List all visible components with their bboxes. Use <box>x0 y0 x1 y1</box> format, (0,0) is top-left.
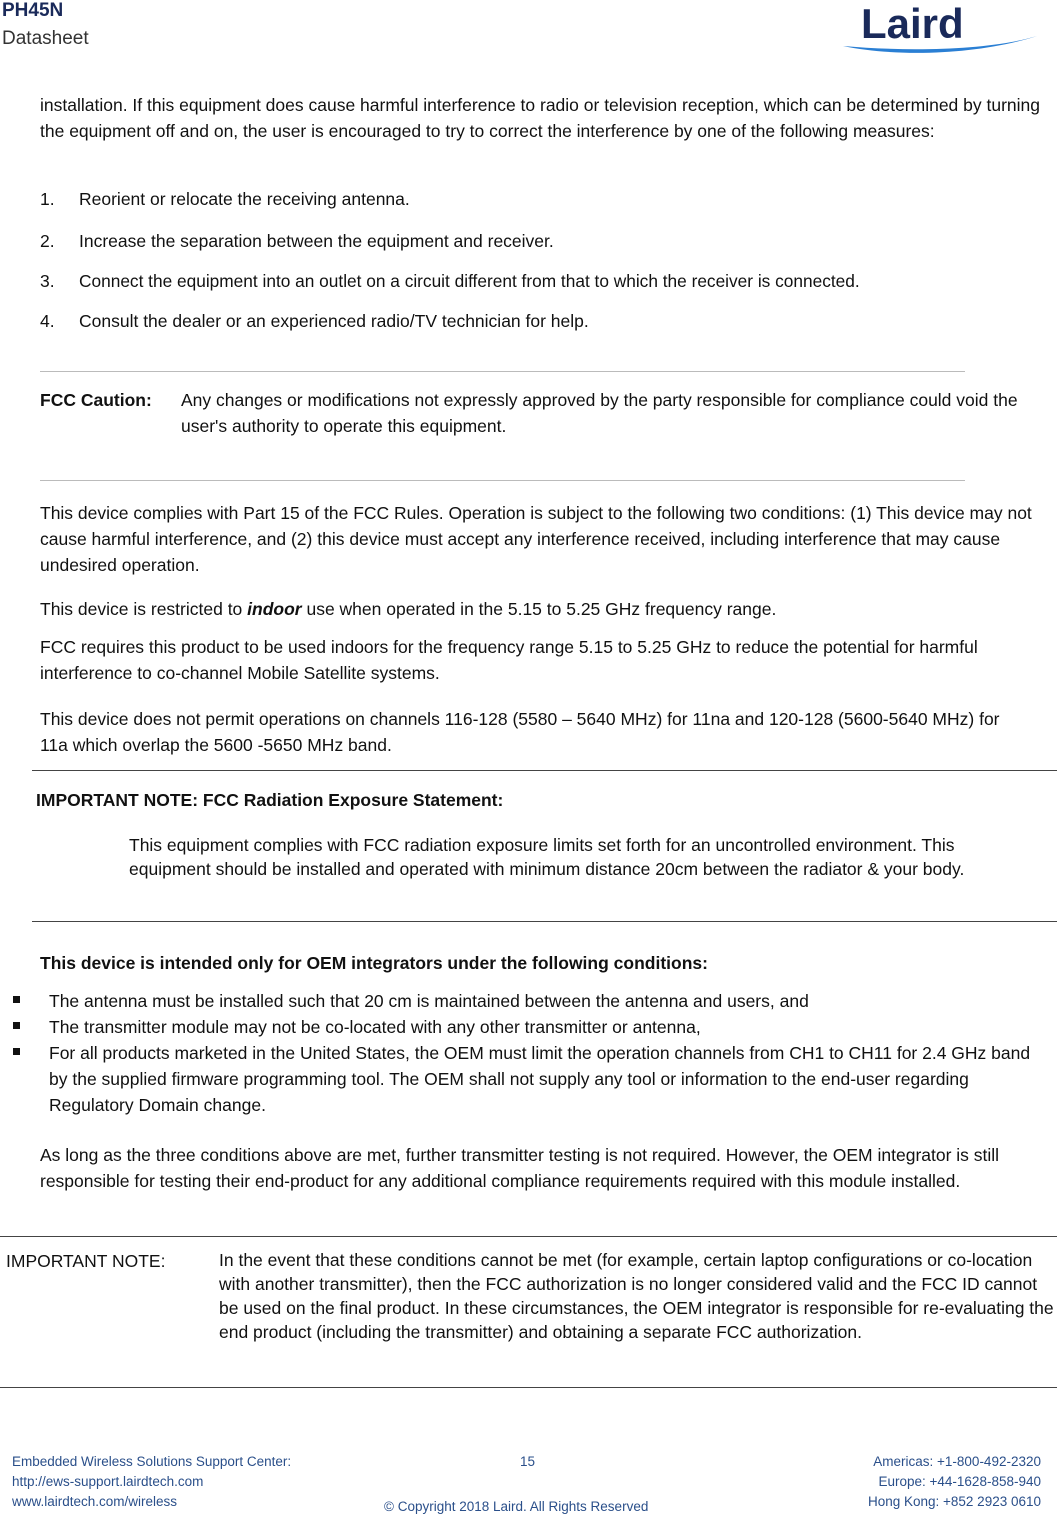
divider <box>40 480 965 481</box>
copyright: © Copyright 2018 Laird. All Rights Reserved <box>384 1499 649 1514</box>
bullet-icon <box>13 1022 20 1029</box>
oem-conclusion: As long as the three conditions above are met, further transmitter testing is not required. However, the OEM integrator is still responsible for testing their end-product for any additional compliance requirements required with this module installed. <box>40 1145 1000 1191</box>
important-note-text: In the event that these conditions cannot be met (for example, certain laptop configurations or co-location with another transmitter), then the FCC authorization is no longer considered valid and the FCC ID cannot be used on the final product. In these circumstances, the OEM integrator is responsible for re-evaluating the end product (including the transmitter) and obtaining a separate FCC authorization. <box>219 1250 1054 1342</box>
measure-num-1: 1. <box>40 189 55 209</box>
logo-text: Laird <box>861 0 964 47</box>
hongkong-phone: Hong Kong: +852 2923 0610 <box>867 1494 1041 1509</box>
page-number: 15 <box>520 1454 536 1469</box>
bullet-icon <box>13 996 20 1003</box>
americas-phone: Americas: +1-800-492-2320 <box>873 1454 1041 1469</box>
doc-title: PH45N <box>2 0 64 21</box>
oem-heading: This device is intended only for OEM integrators under the following conditions: <box>40 953 708 973</box>
doc-subtitle: Datasheet <box>2 28 89 49</box>
europe-phone: Europe: +44-1628-858-940 <box>878 1474 1041 1489</box>
measure-text-4: Consult the dealer or an experienced radio/TV technician for help. <box>79 311 589 331</box>
bullet-icon <box>13 1048 20 1055</box>
divider <box>0 1387 1057 1388</box>
radiation-text: This equipment complies with FCC radiation exposure limits set forth for an uncontrolled environment. This equipment should be installed and operated with minimum distance 20cm between the radiator & your body. <box>129 835 965 879</box>
part15-paragraph: This device complies with Part 15 of the FCC Rules. Operation is subject to the following two conditions: (1) This device may not cause harmful interference, and (2) this device must accept any interference received, including interference that may cause undesired operation. <box>40 503 1032 575</box>
divider <box>40 371 965 372</box>
support-center-label: Embedded Wireless Solutions Support Center: <box>12 1454 292 1469</box>
measure-text-3: Connect the equipment into an outlet on a circuit different from that to which the receiver is connected. <box>79 271 860 291</box>
fcc-caution-text: Any changes or modifications not expressly approved by the party responsible for compliance could void the user's authority to operate this equipment. <box>181 390 1018 436</box>
measure-num-4: 4. <box>40 311 55 331</box>
fcc-caution-label: FCC Caution: <box>40 390 152 410</box>
important-note-label: IMPORTANT NOTE: <box>6 1251 166 1271</box>
footer-contacts <box>868 1452 1041 1512</box>
measure-text-2: Increase the separation between the equipment and receiver. <box>79 231 554 251</box>
radiation-heading: IMPORTANT NOTE: FCC Radiation Exposure Statement: <box>36 790 504 810</box>
oem-condition-1: The antenna must be installed such that 20 cm is maintained between the antenna and users, and <box>49 991 809 1011</box>
oem-condition-2: The transmitter module may not be co-located with any other transmitter or antenna, <box>49 1017 701 1037</box>
support-link[interactable]: http://ews-support.lairdtech.com <box>12 1474 204 1489</box>
oem-condition-3: For all products marketed in the United States, the OEM must limit the operation channels from CH1 to CH11 for 2.4 GHz band by the supplied firmware programming tool. The OEM shall not supply any tool or information to the end-user regarding Regulatory Domain change. <box>49 1043 1031 1115</box>
laird-logo <box>841 0 1039 56</box>
indoor-emphasis: indoor <box>247 599 302 619</box>
divider <box>0 1236 1057 1237</box>
website-link[interactable]: www.lairdtech.com/wireless <box>12 1494 178 1509</box>
divider <box>32 921 1057 922</box>
footer-support <box>12 1452 291 1512</box>
channels-paragraph: This device does not permit operations on channels 116-128 (5580 – 5640 MHz) for 11na and 120-128 (5600-5640 MHz) for 11a which overlap the 5600 -5650 MHz band. <box>40 709 1000 755</box>
divider <box>32 770 1057 771</box>
indoor-requirement: FCC requires this product to be used indoors for the frequency range 5.15 to 5.25 GHz to reduce the potential for harmful interference to co-channel Mobile Satellite systems. <box>40 637 978 683</box>
intro-paragraph: installation. If this equipment does cause harmful interference to radio or television reception, which can be determined by turning the equipment off and on, the user is encouraged to try to correct the interference by one of the following measures: <box>40 95 1041 141</box>
measure-text-1: Reorient or relocate the receiving antenna. <box>79 189 410 209</box>
indoor-paragraph <box>40 596 1052 622</box>
indoor-before: This device is restricted to <box>40 599 248 619</box>
indoor-after: use when operated in the 5.15 to 5.25 GHz frequency range. <box>301 599 777 619</box>
measure-num-3: 3. <box>40 271 55 291</box>
measure-num-2: 2. <box>40 231 55 251</box>
